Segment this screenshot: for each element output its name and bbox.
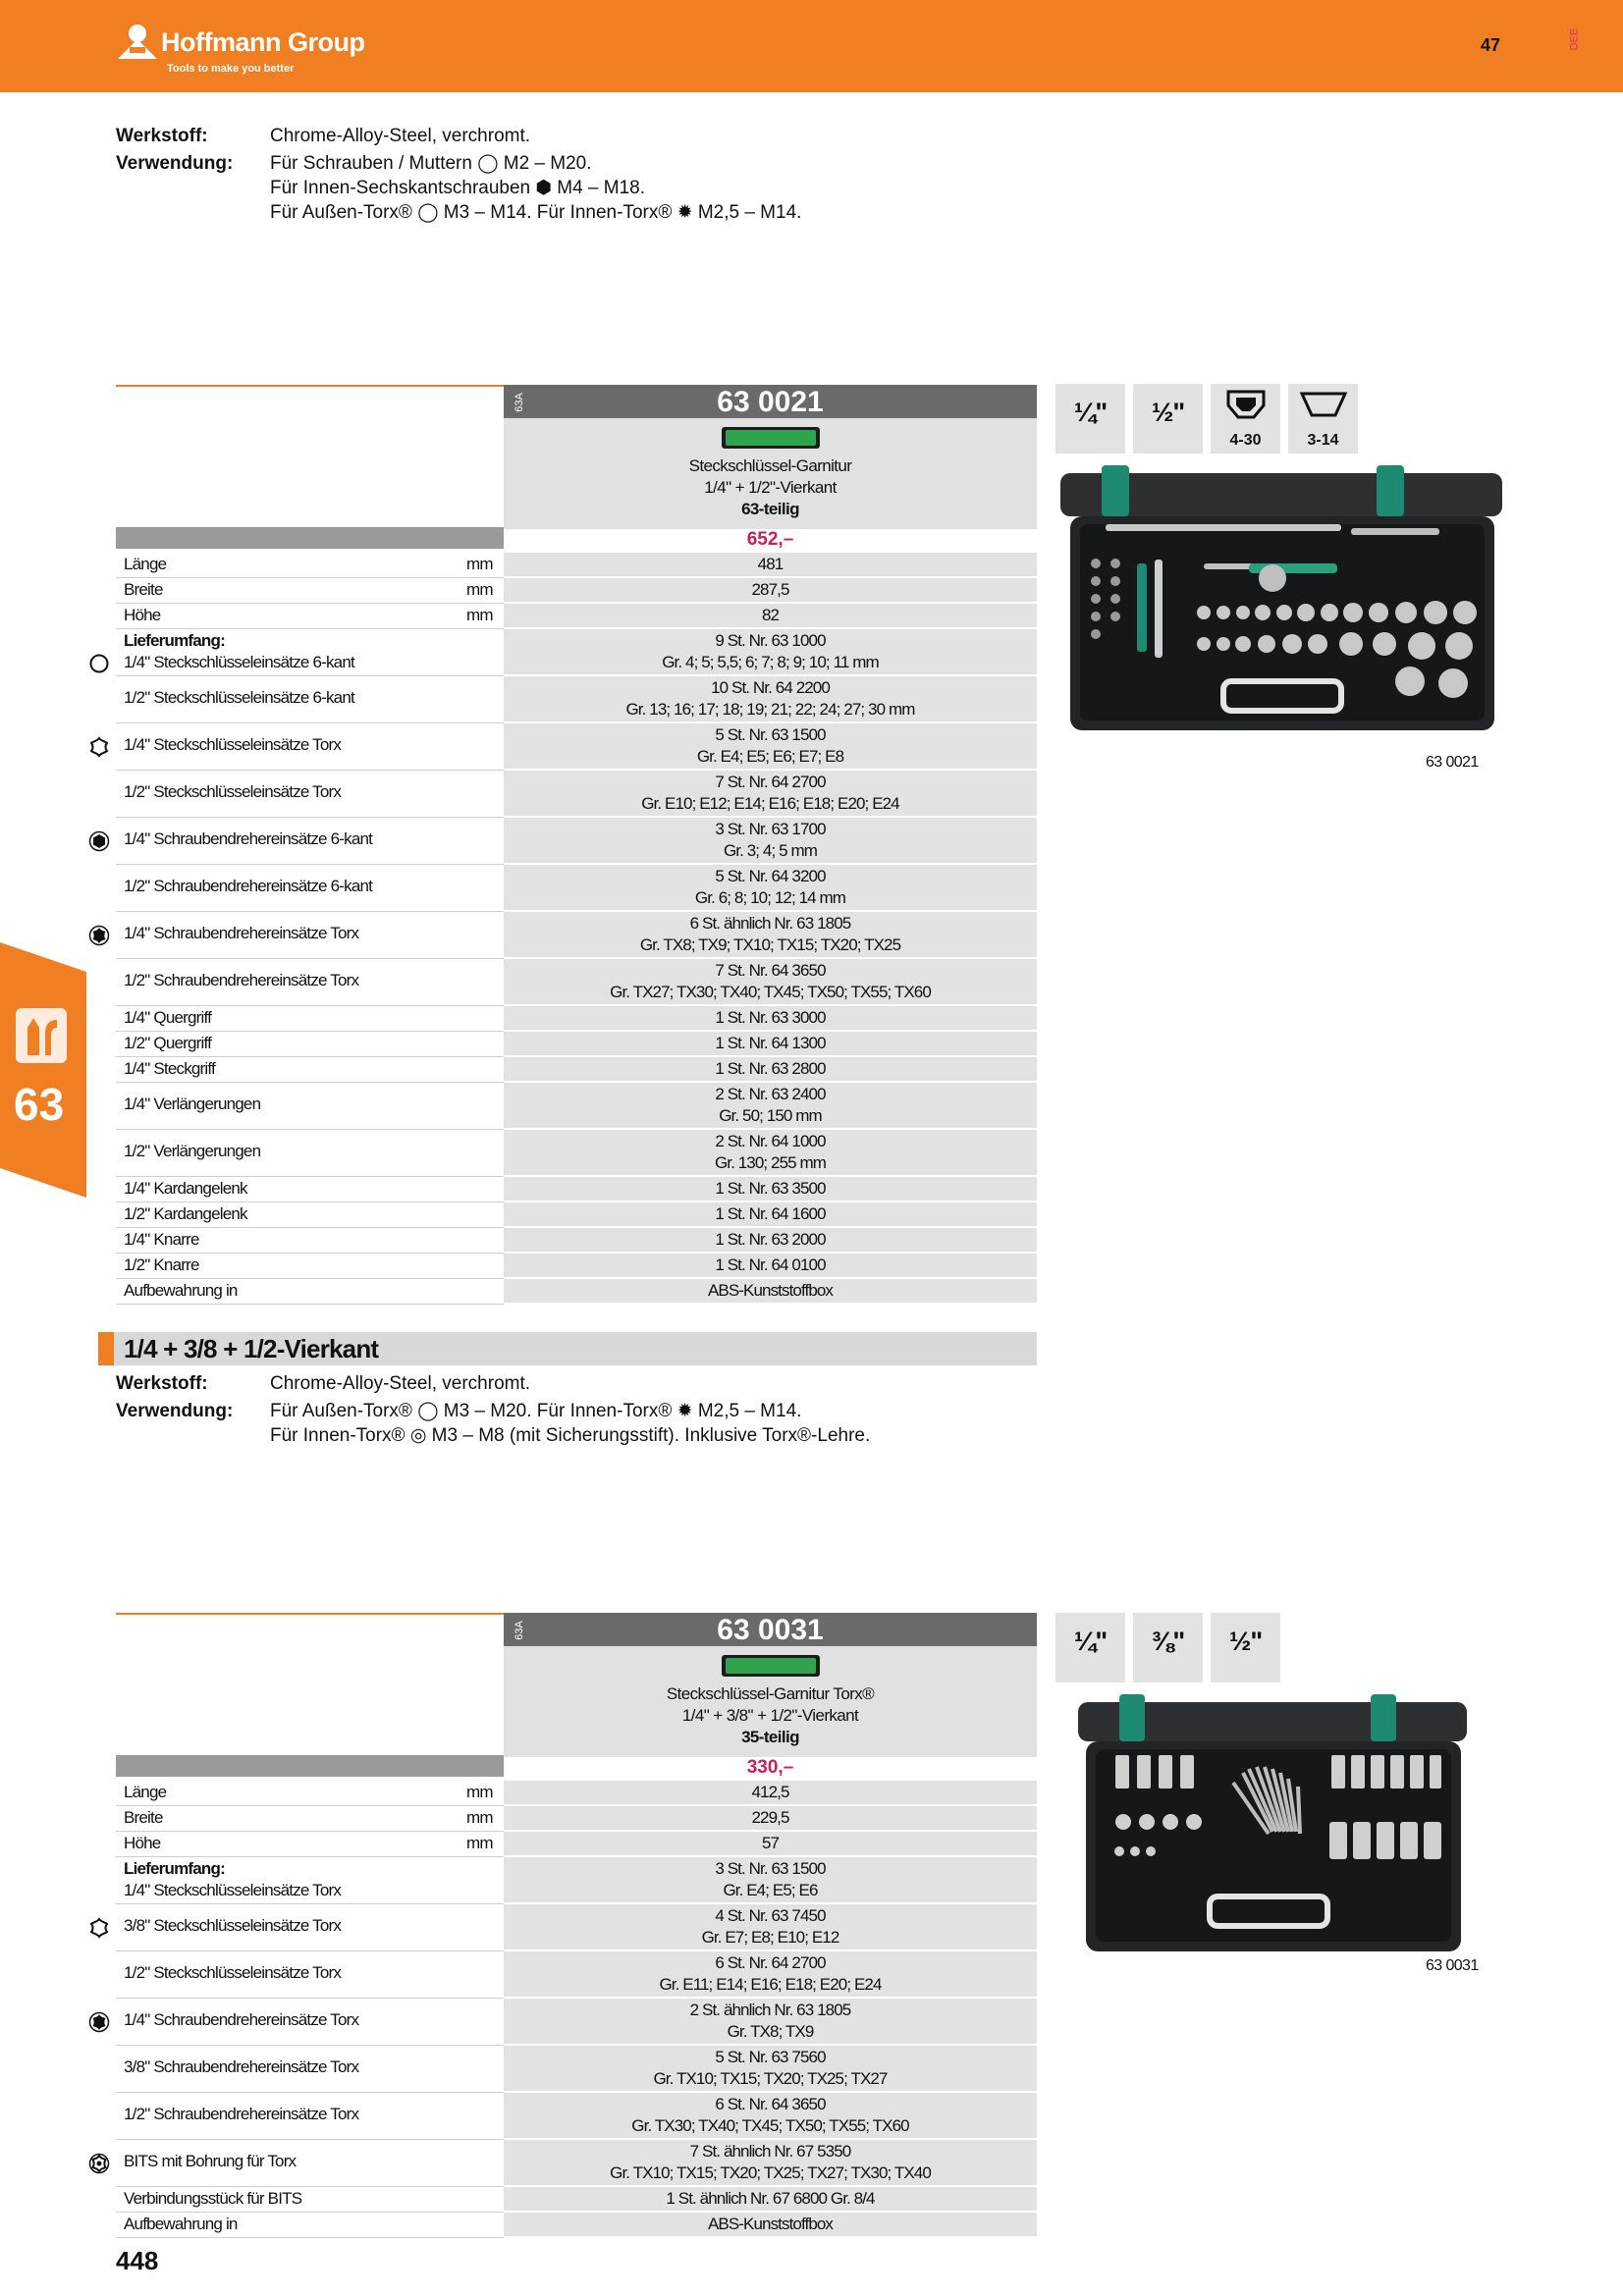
row-label: 1/4" Verlängerungen xyxy=(124,1095,261,1113)
row-label: Verbindungsstück für BITS xyxy=(124,2189,302,2208)
cell-line: Gr. 3; 4; 5 mm xyxy=(723,841,818,860)
torx-internal-symbol-icon xyxy=(88,2011,110,2033)
row-divider xyxy=(116,2237,504,2238)
delivery-value-cell xyxy=(504,723,1037,769)
table-row xyxy=(116,1781,1037,1806)
delivery-value-cell xyxy=(504,553,1037,576)
delivery-value-cell xyxy=(504,1806,1037,1830)
cell-line: Gr. TX8; TX9; TX10; TX15; TX20; TX25 xyxy=(639,935,901,954)
cell-line: 3 St. Nr. 63 1500 xyxy=(715,1859,826,1878)
product-title: Steckschlüssel-Garnitur Torx® xyxy=(666,1684,875,1703)
brand-name: Hoffmann Group xyxy=(161,27,365,57)
delivery-value-cell xyxy=(504,2046,1037,2091)
table-top-rule xyxy=(116,385,504,387)
table-row xyxy=(116,2187,1037,2213)
table-row xyxy=(116,2046,1037,2093)
use-line: Für Innen-Sechskantschrauben ⬢ M4 – M18. xyxy=(270,178,646,198)
row-label: 1/4" Steckschlüsseleinsätze Torx xyxy=(124,735,342,754)
cell-line: Gr. E4; E5; E6; E7; E8 xyxy=(696,747,844,766)
torx-socket-range: 3-14 xyxy=(1307,432,1339,449)
category-code: 63A xyxy=(513,393,525,412)
drive-size: ½" xyxy=(1228,1627,1263,1656)
table-row xyxy=(116,629,1037,676)
delivery-value-cell xyxy=(504,1032,1037,1055)
product-piece-count: 35-teilig xyxy=(741,1728,799,1746)
footer-page-number: 448 xyxy=(116,2246,159,2275)
delivery-value-cell xyxy=(504,818,1037,863)
cell-line: ABS-Kunststoffbox xyxy=(707,2215,834,2233)
article-number[interactable]: 63 0021 xyxy=(717,386,824,418)
delivery-value-cell xyxy=(504,865,1037,910)
cell-line: Gr. TX10; TX15; TX20; TX25; TX27; TX30; TX40 xyxy=(610,2163,931,2182)
delivery-value-cell xyxy=(504,959,1037,1004)
drive-size-box xyxy=(1055,384,1125,454)
material-value: Chrome-Alloy-Steel, verchromt. xyxy=(270,1373,531,1394)
hoffmann-logo-icon xyxy=(116,22,159,61)
cell-line: 10 St. Nr. 64 2200 xyxy=(711,678,830,697)
cell-line: Gr. 6; 8; 10; 12; 14 mm xyxy=(694,888,846,907)
delivery-value-cell xyxy=(504,1083,1037,1128)
table-row xyxy=(116,578,1037,604)
table-row xyxy=(116,2140,1037,2187)
cell-line: 1 St. Nr. 63 3500 xyxy=(715,1179,826,1198)
cell-line: Gr. E7; E8; E10; E12 xyxy=(701,1928,839,1947)
delivery-value-cell xyxy=(504,1832,1037,1855)
chapter-number: 63 xyxy=(14,1079,65,1130)
stahlwille-logo-icon xyxy=(722,1655,820,1677)
row-unit: mm xyxy=(466,1834,493,1852)
row-label: Länge xyxy=(124,1783,167,1801)
cell-line: Gr. 13; 16; 17; 18; 19; 21; 22; 24; 27; 30 mm xyxy=(625,700,915,719)
use-line: Für Schrauben / Muttern ◯ M2 – M20. xyxy=(270,153,592,174)
row-label: Aufbewahrung in xyxy=(124,1281,238,1300)
cell-line: Gr. TX8; TX9 xyxy=(727,2022,814,2041)
row-label: 1/2" Steckschlüsseleinsätze 6-kant xyxy=(124,688,354,707)
chapter-tab[interactable] xyxy=(0,942,86,1198)
cell-line: 6 St. Nr. 64 3650 xyxy=(715,2095,826,2113)
table-row xyxy=(116,1279,1037,1305)
torx-socket-icon xyxy=(1298,388,1349,421)
row-label: 1/2" Steckschlüsseleinsätze Torx xyxy=(124,1963,342,1982)
delivery-value-cell xyxy=(504,629,1037,674)
row-label: Höhe xyxy=(124,1834,161,1852)
table-row xyxy=(116,865,1037,912)
table-row xyxy=(116,1032,1037,1057)
row-unit: mm xyxy=(466,606,493,624)
cell-line: Gr. 4; 5; 5,5; 6; 7; 8; 9; 10; 11 mm xyxy=(662,653,879,671)
row-label: 1/2" Schraubendrehereinsätze Torx xyxy=(124,2105,359,2123)
row-label: 1/2" Knarre xyxy=(124,1255,199,1274)
row-label: BITS mit Bohrung für Torx xyxy=(124,2152,297,2170)
row-label: 3/8" Schraubendrehereinsätze Torx xyxy=(124,2057,359,2076)
material-label: Werkstoff: xyxy=(116,1373,208,1394)
delivery-value-cell xyxy=(504,1006,1037,1030)
cell-line: 229,5 xyxy=(751,1808,789,1827)
table-row xyxy=(116,1006,1037,1032)
cell-line: 1 St. Nr. 64 1600 xyxy=(715,1204,826,1223)
table-row xyxy=(116,1202,1037,1228)
table-row xyxy=(116,676,1037,723)
language-code: DEE xyxy=(1568,27,1581,51)
cell-line: 4 St. Nr. 63 7450 xyxy=(715,1906,826,1925)
cell-line: Gr. 50; 150 mm xyxy=(719,1106,822,1125)
delivery-value-cell xyxy=(504,1177,1037,1201)
product-photo-630031[interactable] xyxy=(1076,1694,1471,1963)
product-title: 1/4" + 1/2"-Vierkant xyxy=(704,478,837,497)
category-code: 63A xyxy=(513,1621,525,1640)
delivery-value-cell xyxy=(504,2140,1037,2185)
price-row-bar xyxy=(116,527,504,549)
product-piece-count: 63-teilig xyxy=(741,500,799,518)
material-value: Chrome-Alloy-Steel, verchromt. xyxy=(270,126,531,146)
hex-socket-icon xyxy=(1224,388,1268,421)
header-page-number: 47 xyxy=(1481,35,1501,55)
cell-line: Gr. TX10; TX15; TX20; TX25; TX27 xyxy=(653,2069,888,2088)
price: 330,– xyxy=(504,1757,1037,1781)
table-row xyxy=(116,912,1037,959)
cell-line: 1 St. Nr. 63 2000 xyxy=(715,1230,826,1249)
table-row xyxy=(116,1254,1037,1279)
delivery-value-cell xyxy=(504,2213,1037,2236)
price-row-bar xyxy=(116,1755,504,1777)
table-row xyxy=(116,2213,1037,2238)
tool-hand-icon xyxy=(14,1006,69,1065)
row-label: 1/4" Steckgriff xyxy=(124,1059,215,1078)
table-top-rule xyxy=(116,1613,504,1615)
row-label: Länge xyxy=(124,555,167,573)
section-title: 1/4 + 3/8 + 1/2-Vierkant xyxy=(124,1334,379,1363)
delivery-value-cell xyxy=(504,912,1037,957)
cell-line: Gr. TX27; TX30; TX40; TX45; TX50; TX55; TX60 xyxy=(610,983,931,1001)
product-title: 1/4" + 3/8" + 1/2"-Vierkant xyxy=(681,1706,859,1725)
product-title: Steckschlüssel-Garnitur xyxy=(688,456,852,475)
table-row xyxy=(116,959,1037,1006)
table-row xyxy=(116,1999,1037,2046)
table-row xyxy=(116,1857,1037,1904)
cell-line: 6 St. ähnlich Nr. 63 1805 xyxy=(689,914,851,933)
table-row xyxy=(116,1228,1037,1254)
table-row xyxy=(116,771,1037,818)
cell-line: 2 St. ähnlich Nr. 63 1805 xyxy=(689,2001,851,2019)
cell-line: Gr. 130; 255 mm xyxy=(714,1153,827,1172)
table-row xyxy=(116,1057,1037,1083)
row-label: 1/4" Knarre xyxy=(124,1230,199,1249)
delivery-value-cell xyxy=(504,1279,1037,1303)
table-row xyxy=(116,723,1037,771)
use-line: Für Außen-Torx® ◯ M3 – M14. Für Innen-Torx® ✹ M2,5 – M14. xyxy=(270,202,802,223)
row-unit: mm xyxy=(466,555,493,573)
cell-line: 7 St. Nr. 64 3650 xyxy=(715,961,826,980)
row-label: 1/2" Schraubendrehereinsätze 6-kant xyxy=(124,877,373,895)
row-label: Höhe xyxy=(124,606,161,624)
page-header xyxy=(0,0,1623,92)
table-row xyxy=(116,604,1037,629)
socket-symbol-icon xyxy=(88,653,110,674)
table-row xyxy=(116,1130,1037,1177)
delivery-value-cell xyxy=(504,1904,1037,1949)
use-line: Für Außen-Torx® ◯ M3 – M20. Für Innen-Torx® ✹ M2,5 – M14. xyxy=(270,1401,802,1421)
row-label: Lieferumfang: xyxy=(124,1859,225,1878)
torx-external-symbol-icon xyxy=(88,1917,110,1939)
delivery-value-cell xyxy=(504,1254,1037,1277)
delivery-value-cell xyxy=(504,604,1037,627)
cell-line: 3 St. Nr. 63 1700 xyxy=(715,820,826,838)
cell-line: 2 St. Nr. 64 1000 xyxy=(715,1132,826,1150)
drive-size: ¼" xyxy=(1073,1627,1108,1656)
cell-line: 1 St. Nr. 64 1300 xyxy=(715,1034,826,1052)
row-label: 3/8" Steckschlüsseleinsätze Torx xyxy=(124,1916,342,1935)
material-label: Werkstoff: xyxy=(116,126,208,146)
cell-line: Gr. E10; E12; E14; E16; E18; E20; E24 xyxy=(641,794,899,813)
photo-caption: 63 0031 xyxy=(1426,1957,1479,1974)
hex-socket-range: 4-30 xyxy=(1229,432,1262,449)
cell-line: 481 xyxy=(757,555,784,573)
delivery-value-cell xyxy=(504,578,1037,602)
delivery-value-cell xyxy=(504,1130,1037,1175)
cell-line: 1 St. Nr. 63 3000 xyxy=(715,1008,826,1027)
row-label: 1/2" Quergriff xyxy=(124,1034,212,1052)
row-label: 1/2" Steckschlüsseleinsätze Torx xyxy=(124,782,342,801)
hex-socket-symbol-icon xyxy=(88,830,110,852)
cell-line: Gr. E11; E14; E16; E18; E20; E24 xyxy=(659,1975,882,1994)
delivery-value-cell xyxy=(504,2093,1037,2138)
cell-line: 82 xyxy=(761,606,780,624)
row-unit: mm xyxy=(466,1808,493,1827)
brand-tagline: Tools to make you better xyxy=(167,63,295,75)
table-row xyxy=(116,1806,1037,1832)
delivery-value-cell xyxy=(504,676,1037,721)
product-photo-630021[interactable] xyxy=(1056,465,1508,750)
product-header-630021 xyxy=(504,385,1037,529)
drive-size: ½" xyxy=(1151,398,1185,427)
delivery-value-cell xyxy=(504,1781,1037,1804)
drive-size-box xyxy=(1211,1613,1280,1682)
hex-socket-box xyxy=(1211,384,1280,454)
use-line: Für Innen-Torx® ◎ M3 – M8 (mit Sicherungsstift). Inklusive Torx®-Lehre. xyxy=(270,1425,871,1446)
table-row xyxy=(116,2093,1037,2140)
cell-line: 6 St. Nr. 64 2700 xyxy=(715,1953,826,1972)
row-label: 1/4" Kardangelenk xyxy=(124,1179,247,1198)
use-label: Verwendung: xyxy=(116,1401,234,1421)
table-row xyxy=(116,1177,1037,1202)
cell-line: 1 St. Nr. 64 0100 xyxy=(715,1255,826,1274)
drive-size-box xyxy=(1133,1613,1203,1682)
delivery-value-cell xyxy=(504,1202,1037,1226)
delivery-value-cell xyxy=(504,1857,1037,1902)
row-label: 1/4" Quergriff xyxy=(124,1008,212,1027)
section-accent xyxy=(98,1332,114,1365)
torx-socket-box xyxy=(1288,384,1358,454)
row-label: Lieferumfang: xyxy=(124,631,225,650)
stahlwille-logo-icon xyxy=(722,427,820,449)
article-number[interactable]: 63 0031 xyxy=(717,1614,824,1646)
torx-external-symbol-icon xyxy=(88,736,110,758)
cell-line: 412,5 xyxy=(751,1783,789,1801)
torx-pin-symbol-icon xyxy=(88,2153,110,2174)
row-label: 1/2" Verlängerungen xyxy=(124,1142,261,1160)
row-sub-label: 1/4" Steckschlüsseleinsätze Torx xyxy=(124,1881,342,1899)
cell-line: ABS-Kunststoffbox xyxy=(707,1281,834,1300)
product-header-630031 xyxy=(504,1613,1037,1757)
drive-size: ¼" xyxy=(1073,398,1108,427)
photo-caption: 63 0021 xyxy=(1426,754,1479,771)
delivery-value-cell xyxy=(504,2187,1037,2211)
row-label: 1/4" Schraubendrehereinsätze Torx xyxy=(124,2010,359,2029)
row-unit: mm xyxy=(466,1783,493,1801)
cell-line: 2 St. Nr. 63 2400 xyxy=(715,1085,826,1103)
row-label: 1/4" Schraubendrehereinsätze Torx xyxy=(124,924,359,942)
section-heading xyxy=(98,1332,1037,1365)
row-label: 1/4" Schraubendrehereinsätze 6-kant xyxy=(124,829,373,848)
delivery-value-cell xyxy=(504,1999,1037,2044)
torx-internal-symbol-icon xyxy=(88,925,110,946)
delivery-value-cell xyxy=(504,1228,1037,1252)
table-row xyxy=(116,1083,1037,1130)
cell-line: 5 St. Nr. 63 7560 xyxy=(715,2048,826,2066)
cell-line: 1 St. ähnlich Nr. 67 6800 Gr. 8/4 xyxy=(666,2189,875,2208)
row-label: Aufbewahrung in xyxy=(124,2215,238,2233)
price: 652,– xyxy=(504,529,1037,553)
table-row xyxy=(116,1904,1037,1951)
drive-size-box xyxy=(1133,384,1203,454)
delivery-value-cell xyxy=(504,1951,1037,1997)
cell-line: Gr. E4; E5; E6 xyxy=(723,1881,818,1899)
drive-size: ⅜" xyxy=(1151,1627,1185,1656)
row-label: 1/2" Kardangelenk xyxy=(124,1204,247,1223)
cell-line: 5 St. Nr. 63 1500 xyxy=(715,725,826,744)
delivery-value-cell xyxy=(504,771,1037,816)
cell-line: 7 St. Nr. 64 2700 xyxy=(715,773,826,791)
cell-line: 5 St. Nr. 64 3200 xyxy=(715,867,826,885)
cell-line: 1 St. Nr. 63 2800 xyxy=(715,1059,826,1078)
cell-line: Gr. TX30; TX40; TX45; TX50; TX55; TX60 xyxy=(631,2116,909,2135)
cell-line: 9 St. Nr. 63 1000 xyxy=(715,631,826,650)
table-row xyxy=(116,1832,1037,1857)
delivery-value-cell xyxy=(504,1057,1037,1081)
cell-line: 7 St. ähnlich Nr. 67 5350 xyxy=(689,2142,851,2161)
row-label: Breite xyxy=(124,1808,163,1827)
table-row xyxy=(116,818,1037,865)
cell-line: 287,5 xyxy=(751,580,789,599)
table-row xyxy=(116,553,1037,578)
use-label: Verwendung: xyxy=(116,153,234,174)
row-label: 1/2" Schraubendrehereinsätze Torx xyxy=(124,971,359,989)
drive-size-box xyxy=(1055,1613,1125,1682)
row-sub-label: 1/4" Steckschlüsseleinsätze 6-kant xyxy=(124,653,354,671)
row-divider xyxy=(116,1304,504,1305)
cell-line: 57 xyxy=(761,1834,780,1852)
table-row xyxy=(116,1951,1037,1999)
row-label: Breite xyxy=(124,580,163,599)
row-unit: mm xyxy=(466,580,493,599)
